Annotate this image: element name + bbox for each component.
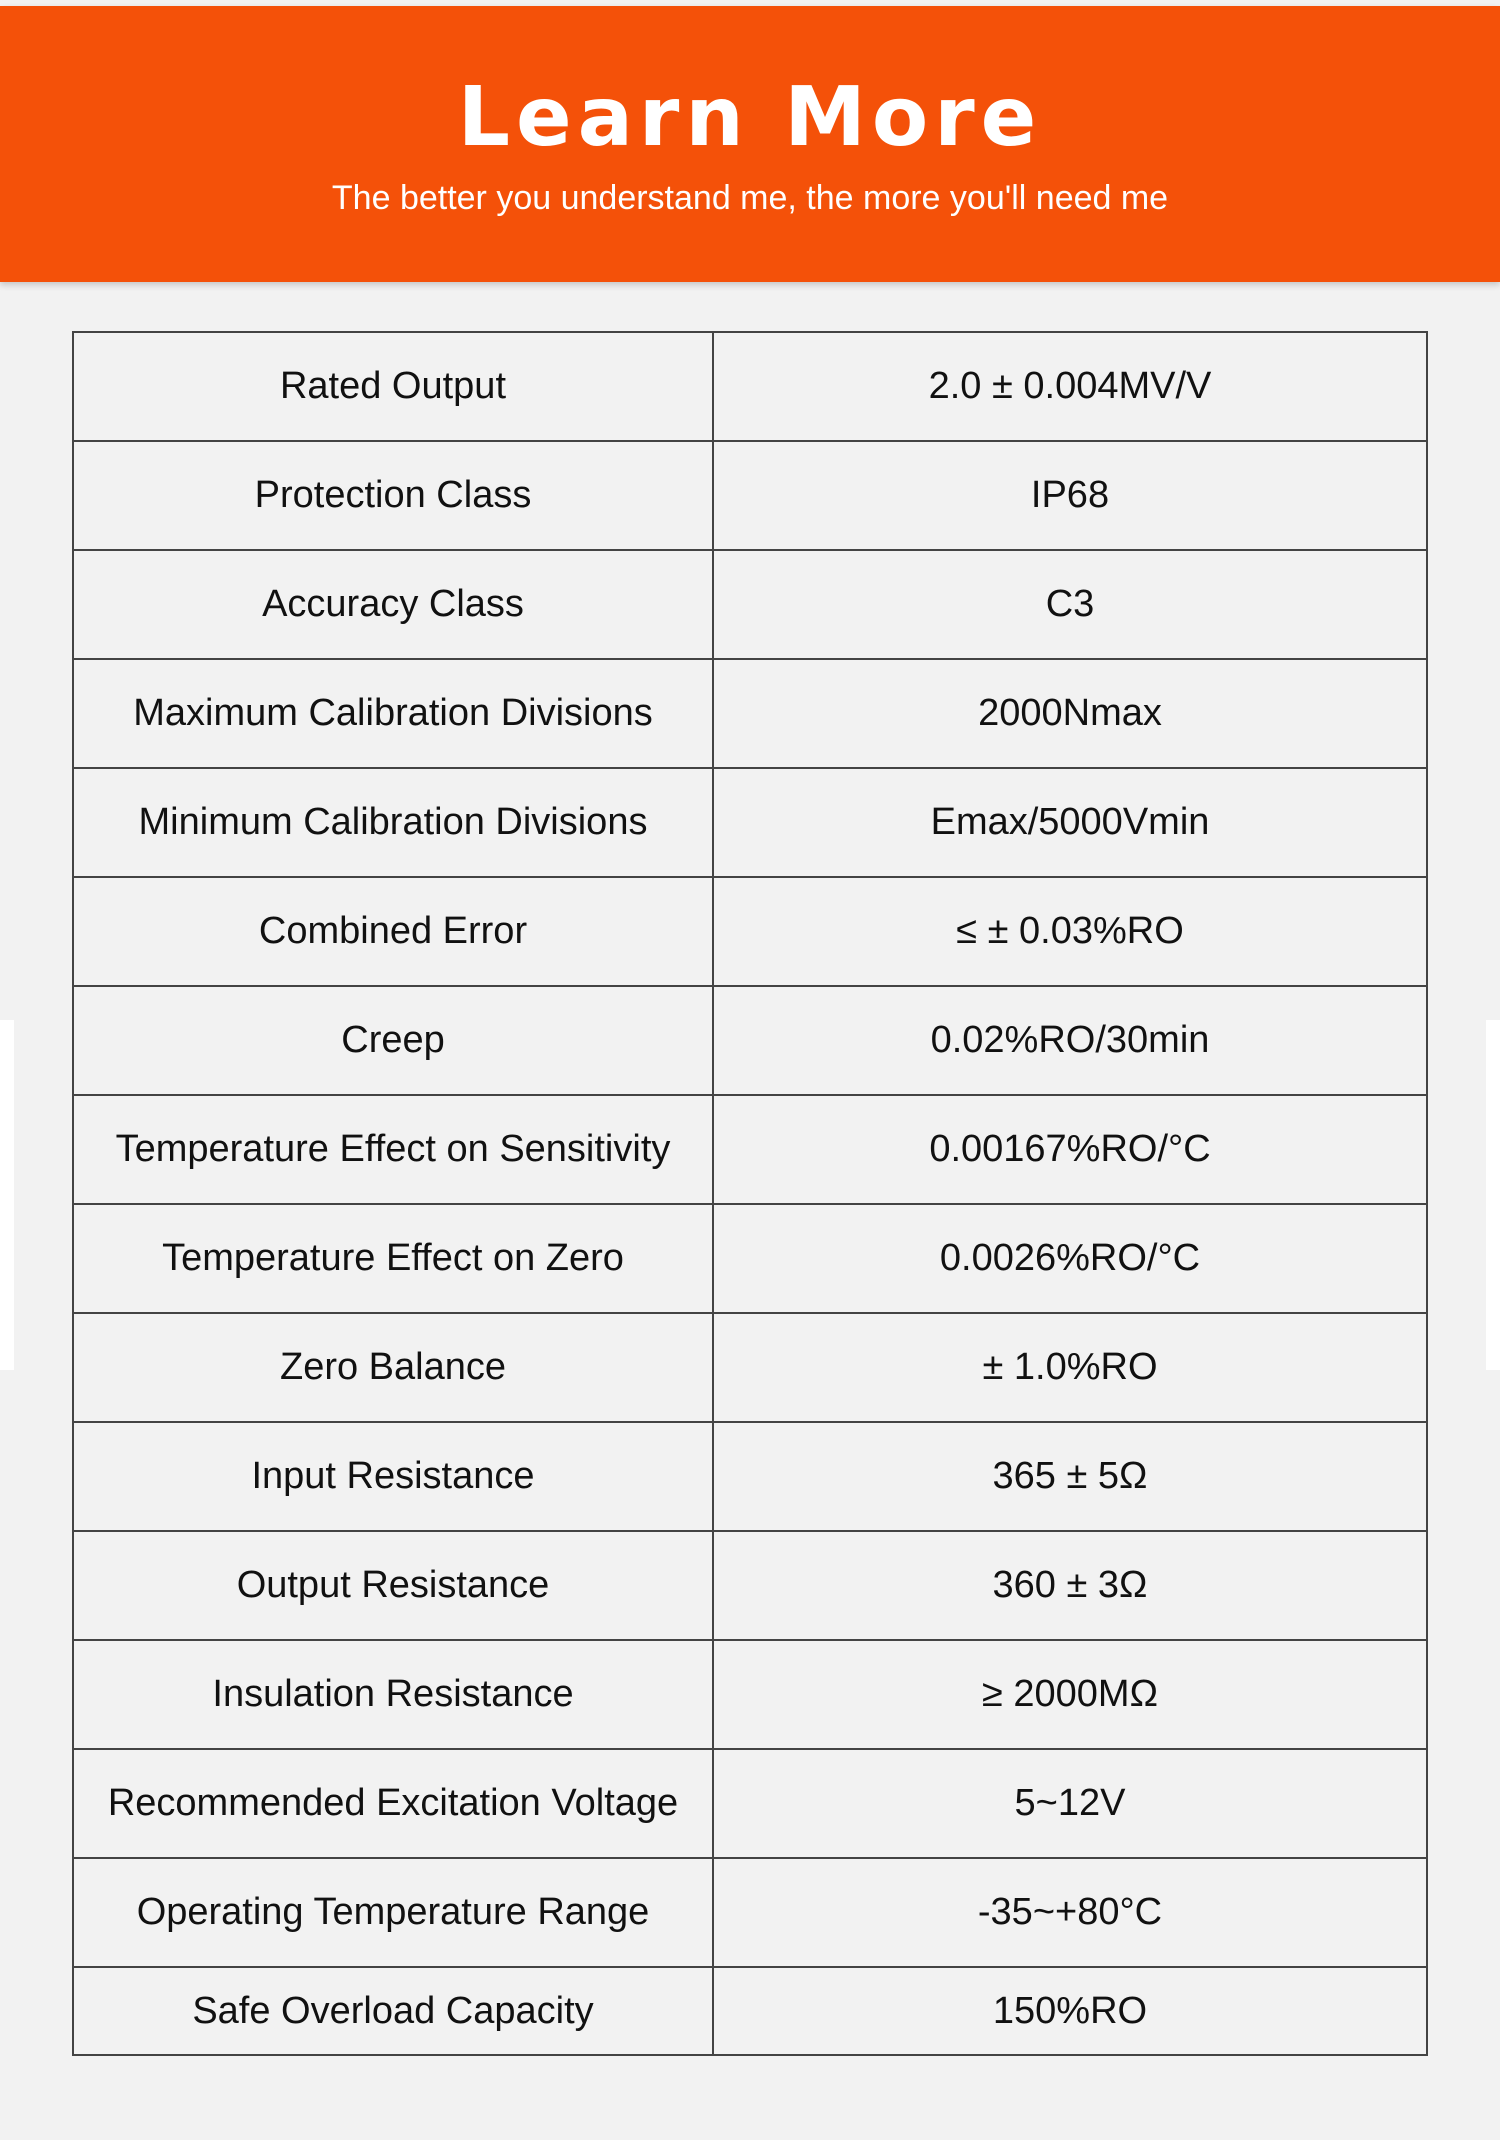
spec-value-cell: 2.0 ± 0.004MV/V <box>713 332 1427 441</box>
spec-row <box>73 768 1427 877</box>
spec-row <box>73 550 1427 659</box>
spec-name-cell: Temperature Effect on Zero <box>73 1204 713 1313</box>
spec-row <box>73 1531 1427 1640</box>
spec-value-cell: Emax/5000Vmin <box>713 768 1427 877</box>
spec-value-cell: C3 <box>713 550 1427 659</box>
spec-row <box>73 659 1427 768</box>
spec-name-cell: Input Resistance <box>73 1422 713 1531</box>
page-title: Learn More <box>457 70 1043 165</box>
spec-row <box>73 1640 1427 1749</box>
spec-row <box>73 986 1427 1095</box>
spec-value-cell: 360 ± 3Ω <box>713 1531 1427 1640</box>
spec-value-cell: 365 ± 5Ω <box>713 1422 1427 1531</box>
left-edge-panel <box>0 1020 14 1370</box>
spec-value-cell: 0.0026%RO/°C <box>713 1204 1427 1313</box>
header-banner <box>0 6 1500 282</box>
spec-value-cell: 150%RO <box>713 1967 1427 2055</box>
spec-table <box>72 331 1428 2056</box>
spec-name-cell: Zero Balance <box>73 1313 713 1422</box>
spec-value-cell: ≥ 2000MΩ <box>713 1640 1427 1749</box>
spec-name-cell: Recommended Excitation Voltage <box>73 1749 713 1858</box>
spec-row <box>73 1204 1427 1313</box>
page-subtitle: The better you understand me, the more you'll need me <box>331 179 1169 217</box>
spec-value-cell: -35~+80°C <box>713 1858 1427 1967</box>
spec-name-cell: Temperature Effect on Sensitivity <box>73 1095 713 1204</box>
spec-name-cell: Protection Class <box>73 441 713 550</box>
spec-row <box>73 1313 1427 1422</box>
right-edge-panel <box>1486 1020 1500 1370</box>
spec-name-cell: Insulation Resistance <box>73 1640 713 1749</box>
spec-value-cell: 0.02%RO/30min <box>713 986 1427 1095</box>
spec-row <box>73 441 1427 550</box>
spec-row <box>73 1095 1427 1204</box>
spec-value-cell: ≤ ± 0.03%RO <box>713 877 1427 986</box>
spec-name-cell: Creep <box>73 986 713 1095</box>
spec-row <box>73 1858 1427 1967</box>
spec-row <box>73 877 1427 986</box>
spec-name-cell: Maximum Calibration Divisions <box>73 659 713 768</box>
spec-row <box>73 332 1427 441</box>
spec-name-cell: Safe Overload Capacity <box>73 1967 713 2055</box>
spec-name-cell: Combined Error <box>73 877 713 986</box>
spec-table-body <box>73 332 1427 2055</box>
spec-value-cell: 5~12V <box>713 1749 1427 1858</box>
spec-value-cell: IP68 <box>713 441 1427 550</box>
spec-row <box>73 1967 1427 2055</box>
spec-name-cell: Rated Output <box>73 332 713 441</box>
spec-value-cell: 0.00167%RO/°C <box>713 1095 1427 1204</box>
spec-value-cell: 2000Nmax <box>713 659 1427 768</box>
spec-row <box>73 1749 1427 1858</box>
spec-name-cell: Accuracy Class <box>73 550 713 659</box>
spec-name-cell: Output Resistance <box>73 1531 713 1640</box>
spec-value-cell: ± 1.0%RO <box>713 1313 1427 1422</box>
spec-name-cell: Operating Temperature Range <box>73 1858 713 1967</box>
spec-row <box>73 1422 1427 1531</box>
spec-name-cell: Minimum Calibration Divisions <box>73 768 713 877</box>
